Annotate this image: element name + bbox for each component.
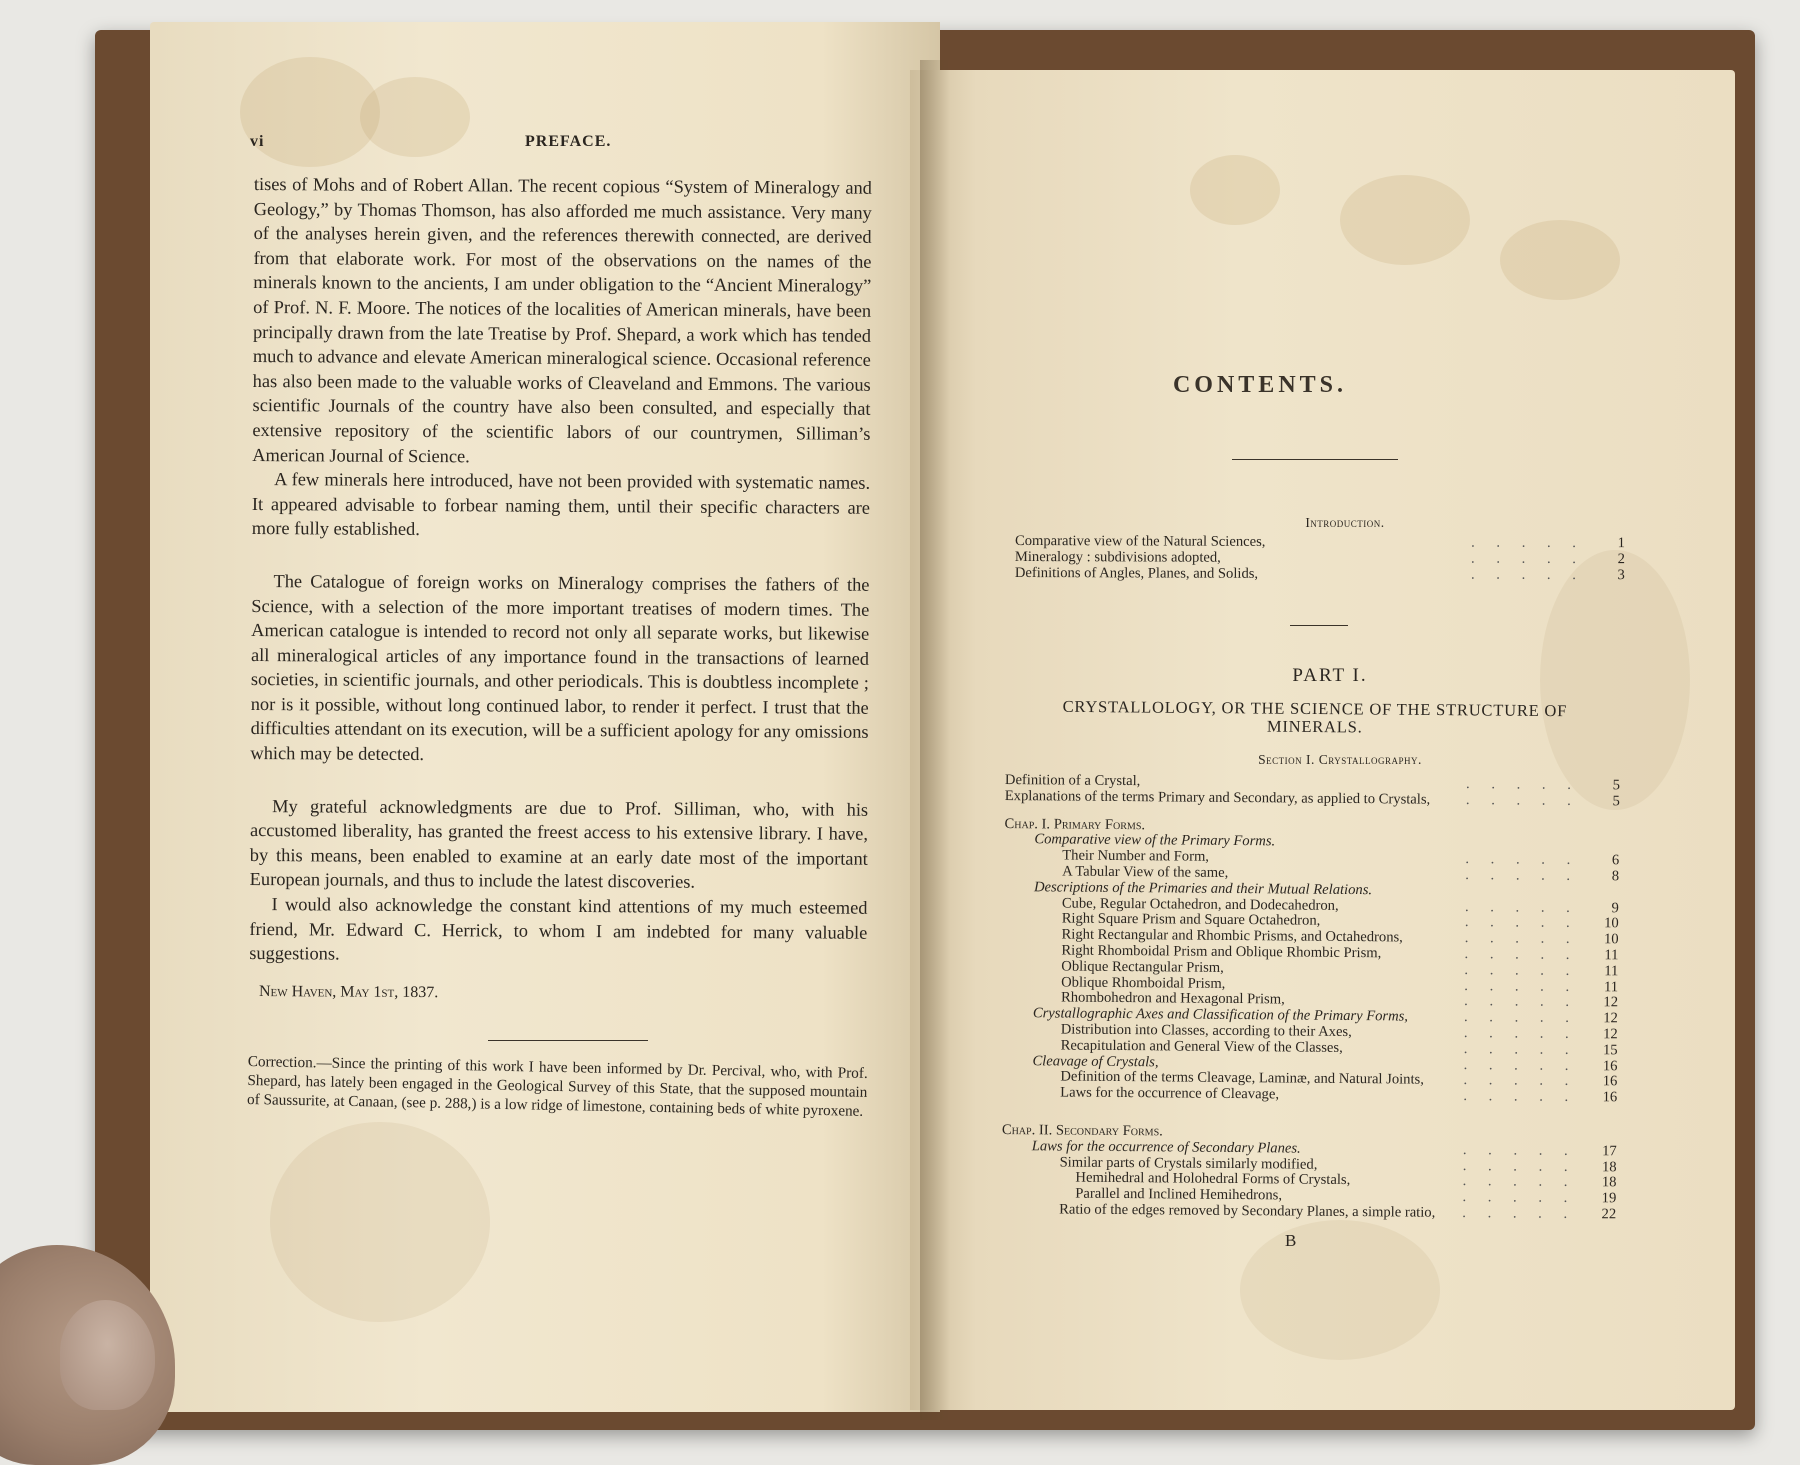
leader-dots: . . . . . — [1463, 1072, 1578, 1090]
toc-entry-title: Crystallographic Axes and Classification of the Primary Forms, — [1032, 1005, 1409, 1025]
toc-entry-title: Recapitulation and General View of the Classes, — [1060, 1037, 1343, 1056]
toc-entry-title: Oblique Rectangular Prism, — [1061, 958, 1224, 976]
chapter-entries — [1002, 832, 1619, 1106]
preface-paragraph: A few minerals here introduced, have not been provided with systematic names. It appeared advisable to forbear naming them, until their specific characters are more fully established. — [251, 469, 871, 540]
toc-page-number: 17 — [1602, 1142, 1617, 1160]
toc-entry-title: Laws for the occurrence of Secondary Planes. — [1031, 1137, 1301, 1157]
page-gutter — [920, 60, 950, 1420]
toc-entry-title: A Tabular View of the same, — [1062, 863, 1229, 881]
preface-paragraph: tises of Mohs and of Robert Allan. The recent copious “System of Mineralogy and Geology,” by Thomas Thomson, has also afforded me much assistance. Very many of the analyses herein given, and the references therewith connected, are derived from that elaborate work. For most of the observations on the names of the minerals known to the ancients, I am under obligation to the “Ancient Mineralogy” of Prof. N. F. Moore. The notices of the localities of American minerals, have been principally drawn from the late Treatise by Prof. Shepard, a work which has tended much to advance and elevate American mineralogical science. Occasional reference has also been made to the valuable works of Cleaveland and Emmons. The various scientific Journals of the country have also been consulted, and especially that extensive repository of the scientific labors of our countrymen, Silliman’s American Journal of Science. — [252, 173, 872, 466]
part-subtitle — [1015, 697, 1615, 738]
introduction-heading: Introduction. — [1305, 515, 1385, 530]
toc-entry-title: Right Rhomboidal Prism and Oblique Rhombic Prism, — [1061, 942, 1382, 962]
part-subtitle-line: CRYSTALLOLOGY, OR THE SCIENCE OF THE STRUCTURE OF — [1062, 696, 1568, 721]
preface-signoff: New Haven, May 1st, 1837. — [258, 982, 439, 1001]
section-heading: Section I. Crystallography. — [1258, 752, 1422, 767]
toc-page-number: 16 — [1602, 1057, 1618, 1074]
leader-dots: . . . . . — [1462, 1141, 1577, 1159]
leader-dots: . . . . . — [1462, 1173, 1577, 1191]
toc-entry-title: Comparative view of the Natural Sciences, — [1014, 533, 1266, 550]
leader-dots: . . . . . — [1463, 1056, 1578, 1074]
toc-entry — [1015, 566, 1625, 584]
toc-page-number: 12 — [1603, 994, 1619, 1011]
toc-entry-title: Definitions of Angles, Planes, and Solids, — [1014, 564, 1259, 582]
toc-page-number: 18 — [1601, 1158, 1617, 1175]
leader-dots: . . . . . — [1464, 977, 1579, 995]
leader-dots: . . . . . — [1464, 930, 1579, 948]
chapter-entries — [1001, 1139, 1617, 1223]
leader-dots: . . . . . — [1464, 961, 1579, 979]
page-number: vi — [250, 133, 265, 150]
toc-page-number: 12 — [1603, 1026, 1618, 1043]
leader-dots: . . . . . — [1462, 1189, 1577, 1207]
leader-dots: . . . . . — [1471, 534, 1585, 551]
toc-page-number: 1 — [1617, 535, 1625, 552]
toc-entry-title: Cleavage of Crystals, — [1032, 1052, 1159, 1070]
part-subtitle-line: MINERALS. — [1266, 716, 1363, 737]
toc-page-number: 18 — [1601, 1174, 1617, 1191]
toc-entry-title: Ratio of the edges removed by Secondary Planes, a simple ratio, — [1059, 1201, 1436, 1221]
toc-entry-title: Definition of a Crystal, — [1004, 772, 1141, 790]
toc-page-number: 9 — [1611, 899, 1619, 916]
toc-page-number: 11 — [1604, 947, 1619, 964]
toc-entry-title: Laws for the occurrence of Cleavage, — [1060, 1084, 1280, 1103]
toc-page-number: 11 — [1604, 963, 1619, 980]
toc-entry-title: Hemihedral and Holohedral Forms of Crystals, — [1075, 1169, 1351, 1189]
toc-entry-title: Definition of the terms Cleavage, Laminæ, and Natural Joints, — [1060, 1068, 1424, 1089]
correction-footnote: Correction.—Since the printing of this work I have been informed by Dr. Percival, who, with Prof. Shepard, has lately been engaged in the Geological Survey of this State, that the supposed mountain of Saussurite, at Canaan, (see p. 288,) is a low ridge of limestone, containing beds of white pyroxene. — [246, 1052, 868, 1120]
toc-entry-title: Right Rectangular and Rhombic Prisms, and Octahedrons, — [1061, 926, 1403, 946]
leader-dots: . . . . . — [1463, 1024, 1578, 1042]
preface-paragraph: My grateful acknowledgments are due to Prof. Silliman, who, with his accustomed liberality, has granted the freest access to his extensive library. I have, by this means, been enabled to examine at an early date most of the important European journals, and thus to include the latest discoveries. — [249, 795, 869, 893]
leader-dots: . . . . . — [1471, 550, 1585, 567]
contents-entries — [1001, 773, 1620, 1223]
toc-entry-title: Rhombohedron and Hexagonal Prism, — [1060, 989, 1285, 1008]
toc-page-number: 3 — [1617, 566, 1625, 583]
toc-entry-title: Cube, Regular Octahedron, and Dodecahedron, — [1061, 895, 1339, 914]
leader-dots: . . . . . — [1463, 1009, 1578, 1027]
toc-entry-title: Mineralogy : subdivisions adopted, — [1014, 548, 1221, 566]
toc-page-number: 6 — [1611, 852, 1620, 869]
leader-dots: . . . . . — [1462, 1204, 1577, 1222]
toc-entry — [1005, 789, 1620, 810]
toc-page-number: 16 — [1602, 1089, 1618, 1106]
leader-dots: . . . . . — [1470, 566, 1585, 583]
toc-entry-title: Similar parts of Crystals similarly modified, — [1059, 1154, 1318, 1173]
preface-text — [249, 172, 872, 1008]
toc-page-number: 5 — [1612, 777, 1620, 794]
footnote-rule — [488, 1040, 648, 1041]
leader-dots: . . . . . — [1464, 993, 1579, 1011]
toc-page-number: 12 — [1603, 1010, 1618, 1027]
running-title: PREFACE. — [525, 133, 612, 150]
leader-dots: . . . . . — [1464, 898, 1579, 916]
part-heading: PART I. — [1292, 665, 1368, 686]
section-rule — [1290, 625, 1348, 626]
toc-entry-title: Explanations of the terms Primary and Secondary, as applied to Crystals, — [1004, 787, 1431, 808]
signature-mark: B — [1285, 1231, 1297, 1250]
toc-entry — [1002, 1085, 1617, 1106]
toc-page-number: 22 — [1601, 1206, 1617, 1223]
toc-page-number: 10 — [1604, 915, 1619, 932]
thumbnail — [60, 1300, 155, 1410]
toc-page-number: 10 — [1603, 931, 1619, 948]
toc-page-number: 16 — [1602, 1073, 1618, 1090]
toc-page-number: 5 — [1612, 793, 1620, 810]
leader-dots: . . . . . — [1464, 914, 1579, 932]
introduction-entries — [1015, 534, 1625, 584]
title-rule — [1232, 459, 1398, 460]
preface-paragraph: I would also acknowledge the constant kind attentions of my much esteemed friend, Mr. Edward C. Herrick, to whom I am indebted for many valuable suggestions. — [249, 894, 868, 964]
chapter-title: Chap. II. Secondary Forms. — [1001, 1121, 1163, 1140]
leader-dots: . . . . . — [1462, 1157, 1577, 1175]
toc-entry-title: Comparative view of the Primary Forms. — [1034, 831, 1276, 850]
toc-entry-title: Parallel and Inclined Hemihedrons, — [1075, 1185, 1283, 1204]
toc-page-number: 15 — [1602, 1041, 1618, 1059]
toc-page-number: 11 — [1604, 978, 1619, 995]
toc-page-number: 2 — [1617, 550, 1625, 567]
leader-dots: . . . . . — [1466, 776, 1580, 794]
leader-dots: . . . . . — [1465, 867, 1580, 884]
toc-entry-title: Descriptions of the Primaries and their Mutual Relations. — [1033, 879, 1373, 898]
toc-entry-title: Right Square Prism and Square Octahedron, — [1061, 910, 1321, 930]
leader-dots: . . . . . — [1465, 791, 1580, 809]
toc-page-number: 8 — [1611, 868, 1620, 885]
leader-dots: . . . . . — [1463, 1040, 1578, 1058]
contents-title: CONTENTS. — [1172, 372, 1348, 398]
toc-entry-title: Distribution into Classes, according to their Axes, — [1060, 1021, 1352, 1040]
leader-dots: . . . . . — [1465, 851, 1580, 869]
preface-paragraph: The Catalogue of foreign works on Mineralogy comprises the fathers of the Science, with a selection of the more important treatises of modern times. The American catalogue is intended to record not only all separate works, but likewise all mineralogical articles of any importance found in the transactions of learned societies, in scientific journals, and other periodicals. This is doubtless incomplete ; nor is it possible, without long continued labor, to render it perfect. I trust that the difficulties attendant on its execution, will be a sufficient apology for any omissions which may be detected. — [250, 571, 870, 765]
section-entries — [1005, 773, 1620, 810]
toc-entry-title: Their Number and Form, — [1062, 847, 1210, 865]
toc-entry-title: Oblique Rhomboidal Prism, — [1061, 974, 1226, 992]
leader-dots: . . . . . — [1464, 945, 1579, 963]
toc-page-number: 19 — [1601, 1190, 1617, 1207]
leader-dots: . . . . . — [1463, 1088, 1578, 1106]
chapter-title: Chap. I. Primary Forms. — [1004, 815, 1146, 833]
